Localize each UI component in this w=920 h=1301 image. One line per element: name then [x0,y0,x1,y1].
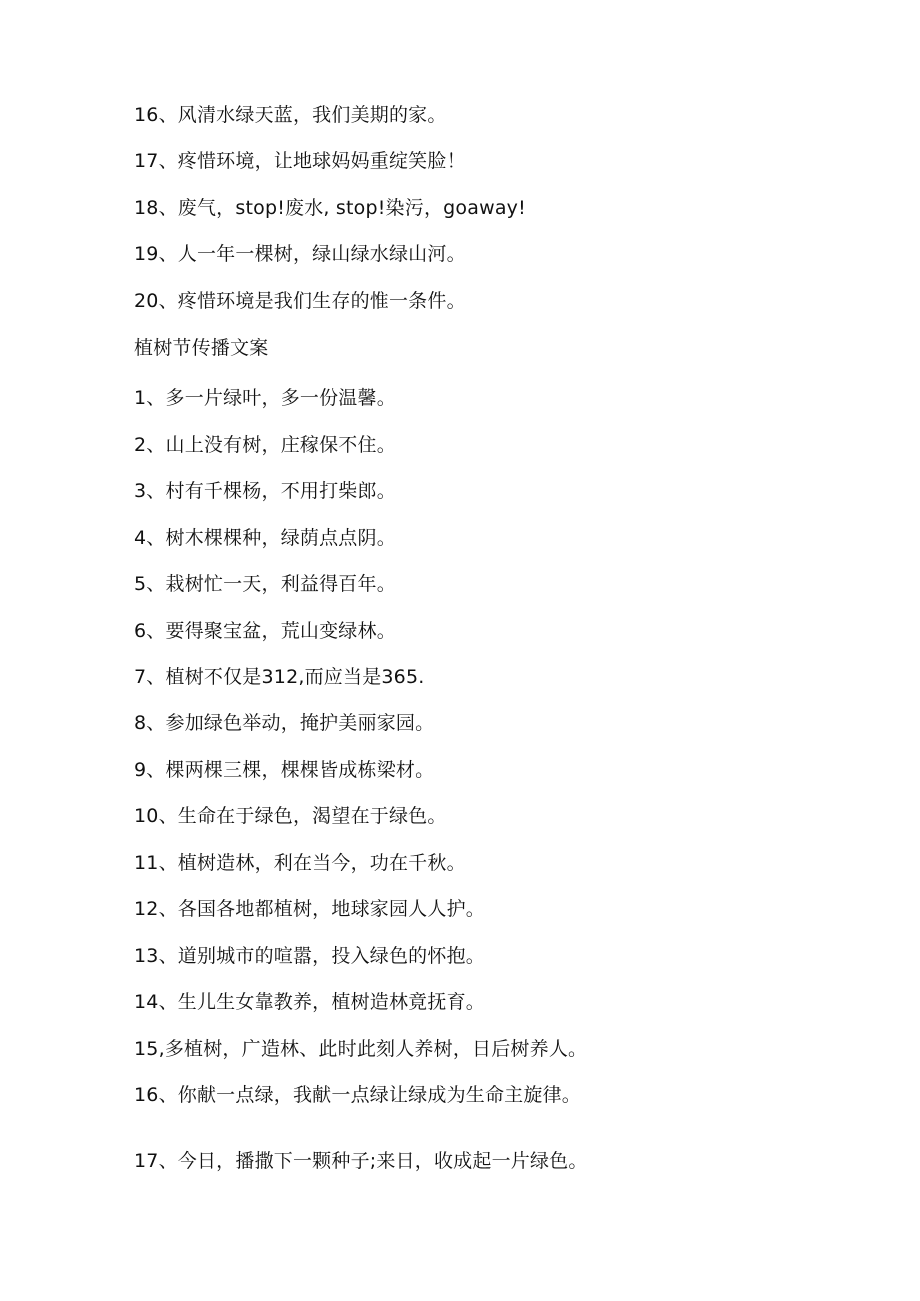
section-heading: 植树节传播文案 [134,337,269,359]
slogan-item: 20、疼惜环境是我们生存的惟一条件。 [134,290,466,312]
slogan-item: 2、山上没有树，庄稼保不住。 [134,434,396,456]
slogan-item: 6、要得聚宝盆，荒山变绿林。 [134,620,396,642]
slogan-item: 15,多植树，广造林、此时此刻人养树，日后树养人。 [134,1038,588,1060]
slogan-item: 5、栽树忙一天，利益得百年。 [134,573,396,595]
slogan-item: 1、多一片绿叶，多一份温馨。 [134,387,396,409]
slogan-item: 9、棵两棵三棵，棵棵皆成栋梁材。 [134,759,435,781]
slogan-item: 8、参加绿色举动，掩护美丽家园。 [134,712,435,734]
slogan-item: 10、生命在于绿色，渴望在于绿色。 [134,805,447,827]
slogan-item: 18、废气，stop!废水, stop!染污，goaway! [134,197,526,219]
slogan-item: 17、疼惜环境，让地球妈妈重绽笑脸！ [134,150,466,172]
slogan-item: 17、今日，播撒下一颗种子;来日，收成起一片绿色。 [134,1150,588,1172]
slogan-item: 3、村有千棵杨，不用打柴郎。 [134,480,396,502]
slogan-item: 16、你献一点绿，我献一点绿让绿成为生命主旋律。 [134,1084,581,1106]
slogan-item: 11、植树造林，利在当今，功在千秋。 [134,852,466,874]
slogan-item: 14、生儿生女靠教养，植树造林竟抚育。 [134,991,485,1013]
slogan-item: 7、植树不仅是312,而应当是365. [134,666,425,688]
slogan-item: 12、各国各地都植树，地球家园人人护。 [134,898,485,920]
slogan-item: 16、风清水绿天蓝，我们美期的家。 [134,104,447,126]
slogan-item: 13、道别城市的喧嚣，投入绿色的怀抱。 [134,945,485,967]
slogan-item: 19、人一年一棵树，绿山绿水绿山河。 [134,243,466,265]
slogan-item: 4、树木棵棵种，绿荫点点阴。 [134,527,396,549]
